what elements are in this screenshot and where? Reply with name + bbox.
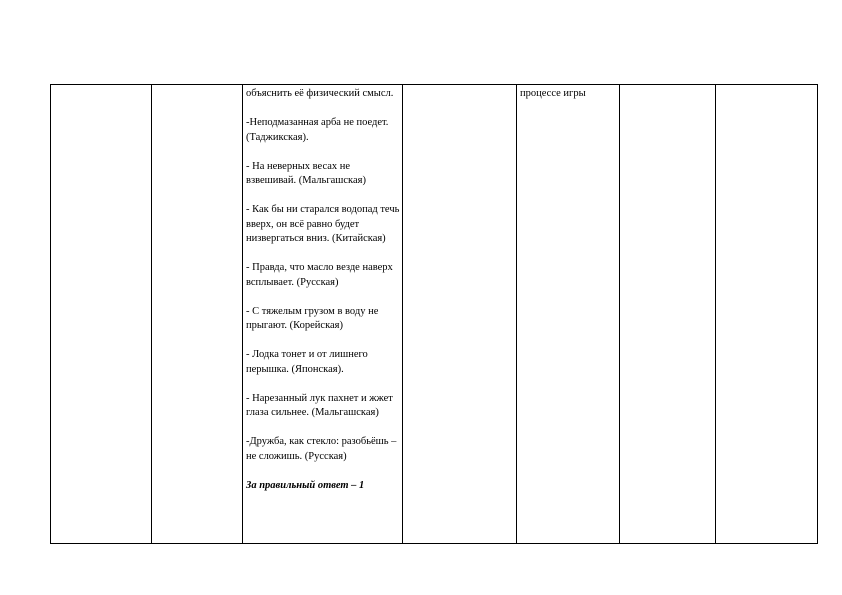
table-cell-col2 xyxy=(152,85,243,544)
table-cell-col7 xyxy=(716,85,818,544)
proverb-item: - Как бы ни старался водопад течь вверх, он всё равно будет низвергаться вниз. (Китайская) xyxy=(246,204,400,244)
document-table xyxy=(50,84,818,544)
proverb-item: - Лодка тонет и от лишнего перышка. (Японская). xyxy=(246,349,368,375)
proverb-item: - На неверных весах не взвешивай. (Мальгашская) xyxy=(246,160,366,186)
proverb-item: - Нарезанный лук пахнет и жжет глаза сильнее. (Мальгашская) xyxy=(246,392,393,418)
table-cell-col6 xyxy=(620,85,716,544)
proverb-item: -Неподмазанная арба не поедет. (Таджикская). xyxy=(246,117,389,143)
cell-text: процессе игры xyxy=(520,88,586,99)
proverb-item: -Дружба, как стекло: разобьёшь – не сложишь. (Русская) xyxy=(246,436,397,462)
table-row xyxy=(51,85,818,544)
proverb-item: - Правда, что масло везде наверх всплывает. (Русская) xyxy=(246,262,393,288)
proverb-item: - С тяжелым грузом в воду не прыгают. (Корейская) xyxy=(246,305,379,331)
table-cell-col3 xyxy=(243,85,403,544)
table-cell-col1 xyxy=(51,85,152,544)
cell-intro-text: объяснить её физический смысл. xyxy=(246,88,394,99)
scoring-note: За правильный ответ – 1 xyxy=(246,479,365,491)
table-cell-col5 xyxy=(517,85,620,544)
table-cell-col4 xyxy=(403,85,517,544)
